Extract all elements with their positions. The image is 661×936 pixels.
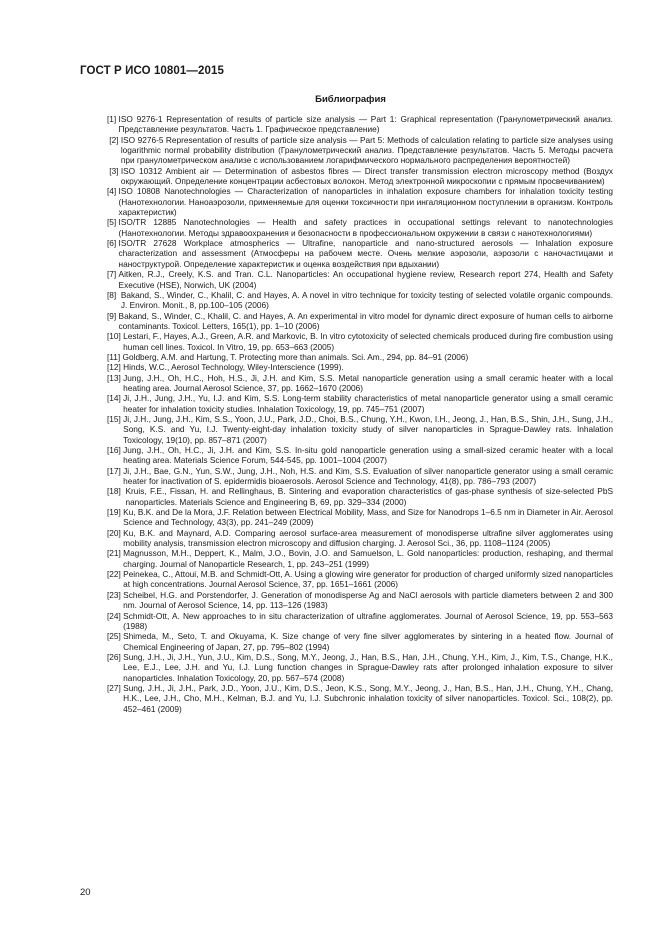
- bibliography-entry: [107, 290, 613, 311]
- bibliography-entry: [107, 590, 613, 611]
- bibliography-entry-text: ISO/TR 27628 Workplace atmospherics — Ultrafine, nanoparticle and nano-structured aerosols — Inhalation exposure characterization and assessment (Атмосферы на рабочем месте. Очень мелкие аэрозоли, аэрозоли с наночастицами и наноструктурой. Определение характеристик и оценка воздействия при вдыхании): [118, 238, 613, 269]
- bibliography-entry: [107, 135, 613, 166]
- bibliography-entry-number: [6]: [107, 238, 119, 249]
- bibliography-entry-text: Ji, J.H., Bae, G.N., Yun, S.W., Jung, J.H., Noh, H.S. and Kim, S.S. Evaluation of silver nanoparticle generator using a small ceramic heater for inactivation of S. epidermidis bioaerosols. Aerosol Science and Technology, 41(8), pp. 786–793 (2007): [123, 465, 613, 487]
- bibliography-entry-text: ISO 9276-1 Representation of results of particle size analysis — Part 1: Graphical representation (Гранулометрический анализ. Представление результатов. Часть 1. Графическое представление): [118, 114, 613, 135]
- bibliography-entry: [107, 414, 613, 445]
- bibliography-entry-number: [13]: [107, 372, 124, 383]
- bibliography-entry-text: Jung, J.H., Oh, H.C., Hoh, H.S., Ji, J.H. and Kim, S.S. Metal nanoparticle generation using a small ceramic heater with a local heating area. Journal Aerosol Science, 37, pp. 1662–1670 (2006): [123, 372, 613, 393]
- bibliography-entry-text: Bakand, S., Winder, C., Khalil, C. and Hayes, A. An experimental in vitro model for dynamic direct exposure of human cells to airborne contaminants. Toxicol. Letters, 165(1), pp. 1–10 (2006): [118, 310, 613, 331]
- bibliography-entry: [107, 114, 613, 135]
- bibliography-entry-number: [22]: [107, 569, 124, 580]
- bibliography-entry-text: Shimeda, M., Seto, T. and Okuyama, K. Size change of very fine silver agglomerates by sintering in a heated flow. Journal of Chemical Engineering of Japan, 27, pp. 795–802 (1994): [123, 631, 613, 652]
- bibliography-entry-number: [17]: [107, 465, 124, 476]
- bibliography-entry-text: Sung, J.H., Ji, J.H., Yun, J.U., Kim, D.S., Song, M.Y., Jeong, J., Han, B.S., Han, J.H., Chung, Y.H., Kim, J., Kim, T.S., Change, H.K., Lee, E.J., Lee, J.H. and Yu, I.J. Lung function changes in Sprague-Dawley rats after prolonged inhalation exposure to silver nanoparticles. Inhalation Toxicology, 20, pp. 567–574 (2008): [123, 651, 613, 683]
- bibliography-entry-text: Jung, J.H., Oh, H.C., Ji, J.H. and Kim, S.S. In-situ gold nanoparticle generation using a small-sized ceramic heater with a local heating area. Materials Science Forum, 544-545, pp. 1001–1004 (2007): [123, 445, 613, 466]
- bibliography-entry-text: Schmidt-Ott, A. New approaches to in situ characterization of ultrafine agglomerates. Journal of Aerosol Science, 19, pp. 553–563 (1988): [123, 610, 613, 631]
- bibliography-entry-text: Ku, B.K. and Maynard, A.D. Comparing aerosol surface-area measurement of monodisperse ultrafine silver agglomerates using mobility analysis, transmission electron microscopy and diffusion charging. J. Aerosol Sci., 36, pp. 1108–1124 (2005): [123, 527, 613, 549]
- bibliography-entry-text: ISO 10312 Ambient air — Determination of asbestos fibres — Direct transfer transmission electron microscopy method (Воздух окружающий. Определение концентрации асбестовых волокон. Метод электронной микроскопии с прямым просвечиванием): [120, 165, 613, 187]
- page-number: 20: [80, 887, 91, 898]
- bibliography-entry-text: Kruis, F.E., Fissan, H. and Rellinghaus, B. Sintering and evaporation characteristics of gas-phase synthesis of size-selected PbS nanoparticles. Materials Science and Engineering B, 69, pp. 329–334 (2000): [125, 486, 613, 507]
- bibliography-entry-number: [1]: [107, 114, 119, 124]
- bibliography-entry-number: [15]: [107, 413, 124, 424]
- bibliography-entry-number: [4]: [107, 186, 119, 197]
- bibliography-entry: [107, 652, 613, 683]
- bibliography-entry-text: Scheibel, H.G. and Porstendorfer, J. Generation of monodisperse Ag and NaCl aerosols with particle diameters between 2 and 300 nm. Journal of Aerosol Science, 14, pp. 113–126 (1983): [123, 589, 613, 611]
- bibliography-entry: [107, 186, 613, 217]
- page-header: ГОСТ Р ИСО 10801—2015: [80, 65, 225, 77]
- bibliography-entry: [107, 528, 613, 549]
- bibliography-entry: [107, 486, 613, 507]
- bibliography-entry-number: [16]: [107, 445, 124, 455]
- bibliography-entry-number: [12]: [107, 362, 124, 373]
- section-title: Библиография: [315, 94, 386, 105]
- bibliography-entry: [107, 311, 613, 332]
- bibliography-entry-number: [5]: [107, 217, 119, 228]
- bibliography-entry-number: [10]: [107, 331, 124, 342]
- bibliography-entry-number: [27]: [107, 682, 124, 693]
- bibliography-entry-text: Hinds, W.C., Aerosol Technology, Wiley-Interscience (1999).: [123, 362, 344, 373]
- bibliography-entry-number: [9]: [107, 310, 119, 321]
- bibliography-entry: [107, 611, 613, 632]
- bibliography-entry-text: Magnusson, M.H., Deppert, K., Malm, J.O., Bovin, J.O. and Samuelson, L. Gold nanoparticles: production, reshaping, and thermal charging. Journal of Nanoparticle Research, 1, pp. 243–251 (1999): [123, 548, 613, 569]
- bibliography-entry: [107, 393, 613, 414]
- bibliography-entry-number: [25]: [107, 631, 124, 642]
- bibliography-entry-text: Ku, B.K. and De la Mora, J.F. Relation between Electrical Mobility, Mass, and Size for Nanodrops 1–6.5 nm in Diameter in Air. Aerosol Science and Technology, 43(3), pp. 241–249 (2009): [123, 507, 613, 528]
- bibliography-entry: [107, 631, 613, 652]
- bibliography-entry-text: Sung, J.H., Ji, J.H., Park, J.D., Yoon, J.U., Kim, D.S., Jeon, K.S., Song, M.Y., Jeong, J., Han, B.S., Han, J.H., Chung, Y.H., Chang, H.K., Lee, J.H., Cho, M.H., Kelman, B.J. and Yu, I.J. Subchronic inhalation toxicity of silver nanoparticles. Toxicol. Sci., 108(2), pp. 452–461 (2009): [123, 682, 613, 714]
- bibliography-entry-number: [2]: [107, 134, 121, 145]
- bibliography-entry-number: [23]: [107, 589, 124, 600]
- bibliography-entry: [107, 269, 613, 290]
- bibliography-entry: [107, 362, 613, 372]
- bibliography-entry-number: [3]: [107, 165, 121, 176]
- bibliography-entry: [107, 507, 613, 528]
- bibliography-entry: [107, 466, 613, 487]
- bibliography-entry: [107, 238, 613, 269]
- bibliography-entry-text: Lestari, F., Hayes, A.J., Green, A.R. and Markovic, B. In vitro cytotoxicity of selected chemicals produced during fire combustion using human cell lines. Toxicol. In Vitro, 19, pp. 653–663 (2005): [123, 331, 613, 352]
- bibliography-entry-number: [18]: [107, 486, 126, 497]
- bibliography-entry: [107, 352, 613, 362]
- bibliography-entry-number: [21]: [107, 548, 124, 559]
- bibliography-entry-text: Goldberg, A.M. and Hartung, T. Protecting more than animals. Sci. Am., 294, pp. 84–91 (2006): [122, 351, 469, 362]
- bibliography-entry-text: Peinekea, C., Attoui, M.B. and Schmidt-Ott, A. Using a glowing wire generator for production of charged uniformly sized nanoparticles at high concentrations. Journal Aerosol Science, 37, pp. 1651–1661 (2006): [123, 569, 613, 590]
- bibliography-list: [107, 114, 613, 714]
- bibliography-entry-number: [11]: [107, 351, 123, 362]
- bibliography-entry-number: [8]: [107, 289, 121, 300]
- bibliography-entry: [107, 331, 613, 352]
- bibliography-entry-number: [24]: [107, 610, 124, 621]
- bibliography-entry: [107, 166, 613, 187]
- bibliography-entry: [107, 373, 613, 394]
- bibliography-entry: [107, 683, 613, 714]
- bibliography-entry-number: [7]: [107, 269, 119, 280]
- bibliography-entry-text: Ji, J.H., Jung, J.H., Yu, I.J. and Kim, S.S. Long-term stability characteristics of metal nanoparticle generator using a small ceramic heater for inhalation toxicity studies. Inhalation Toxicology, 19, pp. 745–751 (2007): [123, 393, 613, 414]
- bibliography-entry-number: [20]: [107, 527, 124, 538]
- bibliography-entry: [107, 548, 613, 569]
- bibliography-entry-text: Ji, J.H., Jung, J.H., Kim, S.S., Yoon, J.U., Park, J.D., Choi, B.S., Chung, Y.H., Kwon, I.H., Jeong, J., Han, B.S., Shin, J.H., Sung, J.H., Song, K.S. and Yu, I.J. Twenty-eight-day inhalation toxicity study of silver nanoparticles in Sprague-Dawley rats. Inhalation Toxicology, 19(10), pp. 857–871 (2007): [123, 413, 613, 445]
- bibliography-entry: [107, 217, 613, 238]
- bibliography-entry-number: [14]: [107, 393, 124, 404]
- bibliography-entry-number: [26]: [107, 651, 124, 662]
- bibliography-entry-text: ISO 10808 Nanotechnologies — Characterization of nanoparticles in inhalation exposure chambers for inhalation toxicity testing (Нанотехнологии. Наноаэрозоли, применяемые для оценки токсичности при ингаляционном поступлении в организм. Контроль характеристик): [118, 186, 613, 218]
- bibliography-entry-text: Bakand, S., Winder, C., Khalil, C. and Hayes, A. A novel in vitro technique for toxicity testing of selected volatile organic compounds. J. Environ. Monit., 8, pp.100–105 (2006): [120, 289, 613, 311]
- bibliography-entry: [107, 569, 613, 590]
- bibliography-entry: [107, 445, 613, 466]
- bibliography-entry-text: ISO/TR 12885 Nanotechnologies — Health and safety practices in occupational settings relevant to nanotechnologies (Нанотехнологии. Методы здравоохранения и безопасности в профессиональном окружении в связи с нанотехнологиями): [118, 217, 613, 238]
- bibliography-entry-text: Aitken, R.J., Creely, K.S. and Tran. C.L. Nanoparticles: An occupational hygiene review, Research report 274, Health and Safety Executive (HSE), Norwich, UK (2004): [118, 269, 613, 290]
- bibliography-entry-text: ISO 9276-5 Representation of results of particle size analysis — Part 5: Methods of calculation relating to particle size analyses using logarithmic normal probability distribution (Гранулометрический анализ. Представление результатов. Часть 5. Методы расчета при гранулометрическом анализе с использованием логарифмического нормального распределения вероятностей): [120, 134, 613, 166]
- bibliography-entry-number: [19]: [107, 507, 124, 518]
